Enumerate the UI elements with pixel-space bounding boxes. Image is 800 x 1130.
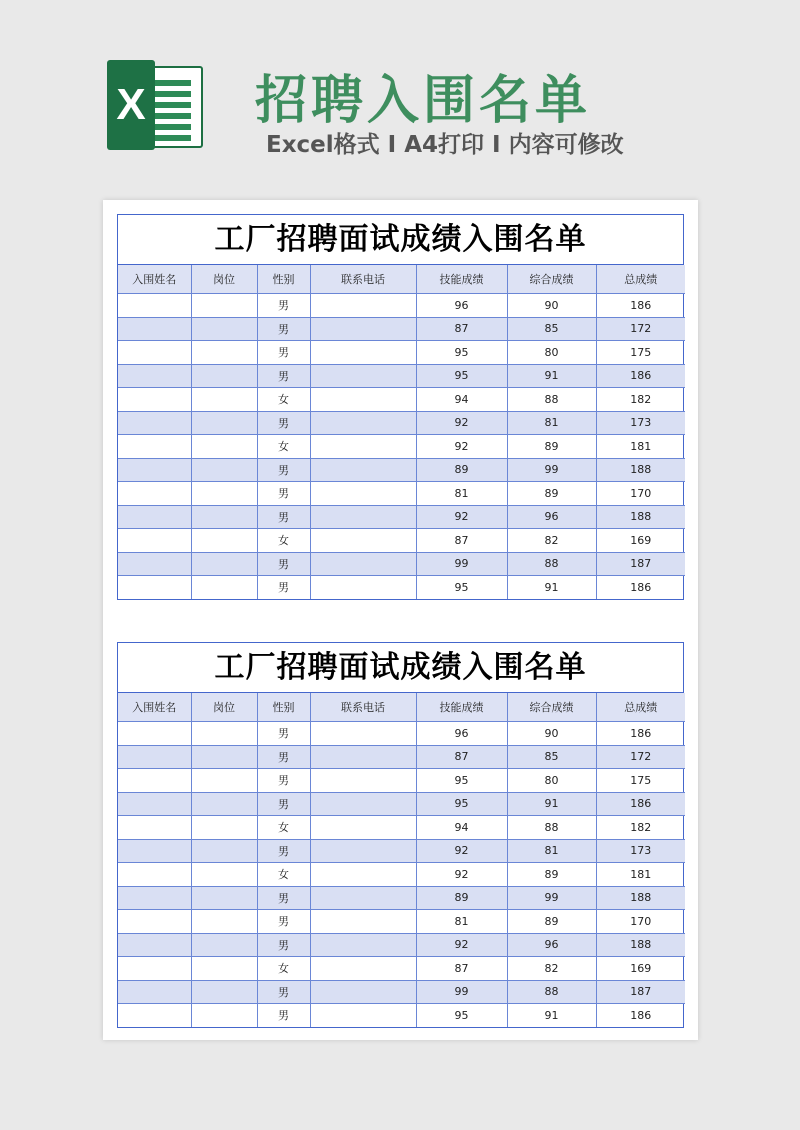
table-cell[interactable] [118, 294, 191, 318]
table-cell[interactable] [118, 482, 191, 506]
table-cell[interactable]: 92 [416, 435, 507, 459]
column-header: 岗位 [191, 693, 257, 722]
table-cell[interactable] [118, 458, 191, 482]
table-cell[interactable]: 186 [596, 576, 685, 599]
table-row [118, 722, 685, 746]
page-title: 招聘入围名单 [255, 71, 592, 131]
table-row [118, 435, 685, 459]
sheet-title: 工厂招聘面试成绩入围名单 [118, 215, 683, 265]
table-cell[interactable] [310, 388, 416, 412]
table-cell[interactable]: 91 [507, 792, 596, 816]
table-cell[interactable]: 92 [416, 839, 507, 863]
table-cell[interactable] [191, 317, 257, 341]
column-header: 联系电话 [310, 693, 416, 722]
table-row [118, 364, 685, 388]
table-cell[interactable] [118, 552, 191, 576]
table-cell[interactable]: 85 [507, 745, 596, 769]
table-cell[interactable] [118, 529, 191, 553]
table-cell[interactable]: 87 [416, 317, 507, 341]
table-cell[interactable]: 女 [257, 816, 310, 840]
table-cell[interactable] [191, 980, 257, 1004]
table-cell[interactable] [310, 792, 416, 816]
table-cell[interactable] [191, 294, 257, 318]
table-cell[interactable] [310, 980, 416, 1004]
table-cell[interactable]: 94 [416, 816, 507, 840]
table-row [118, 745, 685, 769]
table-cell[interactable]: 88 [507, 816, 596, 840]
table-cell[interactable]: 96 [507, 505, 596, 529]
table-cell[interactable]: 175 [596, 769, 685, 793]
table-cell[interactable]: 182 [596, 388, 685, 412]
table-cell[interactable] [310, 294, 416, 318]
table-cell[interactable] [191, 839, 257, 863]
table-cell[interactable]: 91 [507, 364, 596, 388]
column-header: 入围姓名 [118, 265, 191, 294]
table-cell[interactable] [191, 529, 257, 553]
table-cell[interactable] [118, 317, 191, 341]
table-cell[interactable]: 81 [507, 411, 596, 435]
table-cell[interactable] [191, 364, 257, 388]
table-cell[interactable]: 99 [416, 980, 507, 1004]
table-row [118, 1004, 685, 1027]
column-header: 综合成绩 [507, 693, 596, 722]
table-cell[interactable] [191, 816, 257, 840]
table-cell[interactable]: 175 [596, 341, 685, 365]
table-cell[interactable] [118, 839, 191, 863]
table-cell[interactable] [118, 505, 191, 529]
table-cell[interactable]: 96 [507, 933, 596, 957]
table-cell[interactable]: 188 [596, 933, 685, 957]
table-cell[interactable] [118, 957, 191, 981]
table-cell[interactable] [191, 910, 257, 934]
table-cell[interactable]: 96 [416, 294, 507, 318]
table-cell[interactable] [118, 341, 191, 365]
table-cell[interactable]: 99 [507, 886, 596, 910]
table-cell[interactable]: 82 [507, 957, 596, 981]
table-cell[interactable] [118, 722, 191, 746]
table-cell[interactable]: 81 [507, 839, 596, 863]
table-cell[interactable]: 89 [507, 482, 596, 506]
table-cell[interactable] [191, 769, 257, 793]
sheet-title: 工厂招聘面试成绩入围名单 [118, 643, 683, 693]
table-cell[interactable]: 男 [257, 411, 310, 435]
excel-logo-icon [103, 60, 203, 150]
table-cell[interactable]: 男 [257, 364, 310, 388]
table-cell[interactable]: 85 [507, 317, 596, 341]
score-sheet-2 [117, 642, 684, 1028]
table-cell[interactable]: 186 [596, 792, 685, 816]
table-row [118, 957, 685, 981]
table-row [118, 933, 685, 957]
table-cell[interactable]: 男 [257, 933, 310, 957]
table-body [118, 722, 685, 1027]
table-cell[interactable]: 女 [257, 388, 310, 412]
table-cell[interactable]: 90 [507, 722, 596, 746]
table-row [118, 529, 685, 553]
table-cell[interactable] [191, 435, 257, 459]
table-row [118, 388, 685, 412]
table-cell[interactable] [118, 1004, 191, 1027]
table-cell[interactable] [310, 910, 416, 934]
table-cell[interactable] [310, 317, 416, 341]
table-cell[interactable]: 男 [257, 341, 310, 365]
score-sheet-1 [117, 214, 684, 600]
column-header: 岗位 [191, 265, 257, 294]
column-header: 技能成绩 [416, 265, 507, 294]
table-cell[interactable]: 181 [596, 863, 685, 887]
table-cell[interactable]: 92 [416, 863, 507, 887]
table-cell[interactable]: 94 [416, 388, 507, 412]
table-cell[interactable]: 99 [416, 552, 507, 576]
table-row [118, 980, 685, 1004]
table-cell[interactable]: 男 [257, 576, 310, 599]
table-cell[interactable] [118, 816, 191, 840]
table-cell[interactable]: 男 [257, 792, 310, 816]
table-cell[interactable] [310, 839, 416, 863]
column-header: 性别 [257, 265, 310, 294]
table-cell[interactable] [310, 435, 416, 459]
table-cell[interactable] [118, 863, 191, 887]
table-cell[interactable]: 95 [416, 364, 507, 388]
table-row [118, 317, 685, 341]
table-cell[interactable]: 91 [507, 1004, 596, 1027]
table-cell[interactable]: 88 [507, 552, 596, 576]
table-row [118, 816, 685, 840]
table-cell[interactable]: 188 [596, 505, 685, 529]
column-header: 入围姓名 [118, 693, 191, 722]
table-cell[interactable]: 95 [416, 769, 507, 793]
table-cell[interactable]: 95 [416, 1004, 507, 1027]
table-cell[interactable]: 女 [257, 435, 310, 459]
table-cell[interactable]: 88 [507, 980, 596, 1004]
column-header: 总成绩 [596, 265, 685, 294]
table-cell[interactable]: 男 [257, 769, 310, 793]
table-cell[interactable] [310, 722, 416, 746]
table-body [118, 294, 685, 599]
table-cell[interactable] [191, 576, 257, 599]
column-header: 综合成绩 [507, 265, 596, 294]
table-cell[interactable]: 95 [416, 576, 507, 599]
table-row [118, 839, 685, 863]
table-cell[interactable]: 181 [596, 435, 685, 459]
table-cell[interactable]: 92 [416, 933, 507, 957]
table-cell[interactable] [310, 769, 416, 793]
table-cell[interactable]: 188 [596, 458, 685, 482]
header [0, 0, 800, 200]
table-cell[interactable]: 81 [416, 910, 507, 934]
table-cell[interactable]: 89 [416, 886, 507, 910]
score-table [118, 265, 685, 599]
table-cell[interactable] [310, 364, 416, 388]
table-cell[interactable]: 男 [257, 482, 310, 506]
table-row [118, 552, 685, 576]
table-row [118, 576, 685, 599]
table-cell[interactable]: 男 [257, 552, 310, 576]
table-cell[interactable] [310, 816, 416, 840]
table-cell[interactable] [310, 482, 416, 506]
table-cell[interactable] [310, 745, 416, 769]
table-cell[interactable] [191, 863, 257, 887]
table-cell[interactable]: 95 [416, 341, 507, 365]
table-cell[interactable]: 89 [507, 863, 596, 887]
column-header: 技能成绩 [416, 693, 507, 722]
table-cell[interactable]: 87 [416, 745, 507, 769]
table-cell[interactable] [191, 341, 257, 365]
column-header: 联系电话 [310, 265, 416, 294]
table-cell[interactable] [310, 341, 416, 365]
table-row [118, 792, 685, 816]
table-cell[interactable]: 男 [257, 505, 310, 529]
table-cell[interactable]: 89 [507, 910, 596, 934]
table-cell[interactable]: 187 [596, 552, 685, 576]
table-cell[interactable]: 女 [257, 529, 310, 553]
table-cell[interactable]: 92 [416, 505, 507, 529]
table-cell[interactable]: 81 [416, 482, 507, 506]
table-cell[interactable]: 169 [596, 529, 685, 553]
table-cell[interactable]: 男 [257, 317, 310, 341]
table-cell[interactable]: 89 [507, 435, 596, 459]
table-cell[interactable]: 99 [507, 458, 596, 482]
table-cell[interactable] [118, 364, 191, 388]
table-cell[interactable]: 186 [596, 722, 685, 746]
table-cell[interactable] [191, 957, 257, 981]
table-cell[interactable] [191, 388, 257, 412]
table-row [118, 769, 685, 793]
table-row [118, 458, 685, 482]
document-page [103, 200, 698, 1040]
table-cell[interactable]: 173 [596, 839, 685, 863]
table-cell[interactable]: 187 [596, 980, 685, 1004]
table-cell[interactable] [310, 552, 416, 576]
table-cell[interactable]: 92 [416, 411, 507, 435]
table-cell[interactable]: 男 [257, 458, 310, 482]
table-cell[interactable]: 男 [257, 839, 310, 863]
table-cell[interactable]: 88 [507, 388, 596, 412]
table-row [118, 863, 685, 887]
table-cell[interactable]: 188 [596, 886, 685, 910]
table-cell[interactable]: 169 [596, 957, 685, 981]
table-cell[interactable] [310, 458, 416, 482]
table-cell[interactable] [191, 722, 257, 746]
table-cell[interactable] [118, 933, 191, 957]
column-header: 性别 [257, 693, 310, 722]
table-cell[interactable]: 90 [507, 294, 596, 318]
table-cell[interactable]: 男 [257, 980, 310, 1004]
table-cell[interactable]: 男 [257, 1004, 310, 1027]
table-cell[interactable] [118, 769, 191, 793]
score-table [118, 693, 685, 1027]
table-cell[interactable] [191, 792, 257, 816]
spreadsheet-lines [149, 80, 191, 146]
table-row [118, 886, 685, 910]
table-cell[interactable]: 91 [507, 576, 596, 599]
table-cell[interactable] [310, 957, 416, 981]
table-row [118, 482, 685, 506]
table-cell[interactable]: 182 [596, 816, 685, 840]
table-cell[interactable]: 87 [416, 957, 507, 981]
table-cell[interactable]: 男 [257, 722, 310, 746]
table-row [118, 411, 685, 435]
table-cell[interactable] [191, 886, 257, 910]
table-cell[interactable]: 87 [416, 529, 507, 553]
table-cell[interactable]: 女 [257, 863, 310, 887]
table-cell[interactable] [191, 505, 257, 529]
table-cell[interactable]: 170 [596, 482, 685, 506]
column-header: 总成绩 [596, 693, 685, 722]
table-cell[interactable]: 173 [596, 411, 685, 435]
table-header-row [118, 693, 685, 722]
page-subtitle: Excel格式 I A4打印 I 内容可修改 [266, 132, 624, 158]
table-row [118, 910, 685, 934]
table-cell[interactable]: 男 [257, 910, 310, 934]
table-cell[interactable]: 女 [257, 957, 310, 981]
table-cell[interactable]: 80 [507, 341, 596, 365]
table-cell[interactable] [310, 505, 416, 529]
table-cell[interactable] [310, 863, 416, 887]
table-cell[interactable]: 82 [507, 529, 596, 553]
table-row [118, 341, 685, 365]
table-cell[interactable] [118, 792, 191, 816]
table-cell[interactable]: 186 [596, 1004, 685, 1027]
table-cell[interactable] [191, 1004, 257, 1027]
table-cell[interactable]: 男 [257, 745, 310, 769]
table-cell[interactable] [310, 576, 416, 599]
table-row [118, 294, 685, 318]
table-cell[interactable]: 89 [416, 458, 507, 482]
table-header-row [118, 265, 685, 294]
table-cell[interactable] [310, 1004, 416, 1027]
table-cell[interactable]: 95 [416, 792, 507, 816]
excel-letter: X [107, 60, 155, 150]
table-cell[interactable]: 男 [257, 294, 310, 318]
table-cell[interactable] [310, 411, 416, 435]
table-cell[interactable] [118, 910, 191, 934]
table-cell[interactable] [191, 411, 257, 435]
table-cell[interactable] [118, 980, 191, 1004]
table-cell[interactable]: 186 [596, 364, 685, 388]
table-row [118, 505, 685, 529]
table-cell[interactable]: 172 [596, 745, 685, 769]
table-cell[interactable] [310, 933, 416, 957]
table-cell[interactable] [310, 886, 416, 910]
table-cell[interactable] [310, 529, 416, 553]
table-cell[interactable] [191, 745, 257, 769]
table-cell[interactable]: 男 [257, 886, 310, 910]
table-cell[interactable] [191, 482, 257, 506]
table-cell[interactable] [191, 552, 257, 576]
table-cell[interactable]: 170 [596, 910, 685, 934]
table-cell[interactable] [118, 435, 191, 459]
table-cell[interactable] [191, 458, 257, 482]
table-cell[interactable] [118, 886, 191, 910]
table-cell[interactable] [118, 576, 191, 599]
table-cell[interactable] [118, 388, 191, 412]
table-cell[interactable]: 96 [416, 722, 507, 746]
table-cell[interactable]: 186 [596, 294, 685, 318]
table-cell[interactable] [191, 933, 257, 957]
table-cell[interactable] [118, 745, 191, 769]
table-cell[interactable] [118, 411, 191, 435]
table-cell[interactable]: 172 [596, 317, 685, 341]
table-cell[interactable]: 80 [507, 769, 596, 793]
